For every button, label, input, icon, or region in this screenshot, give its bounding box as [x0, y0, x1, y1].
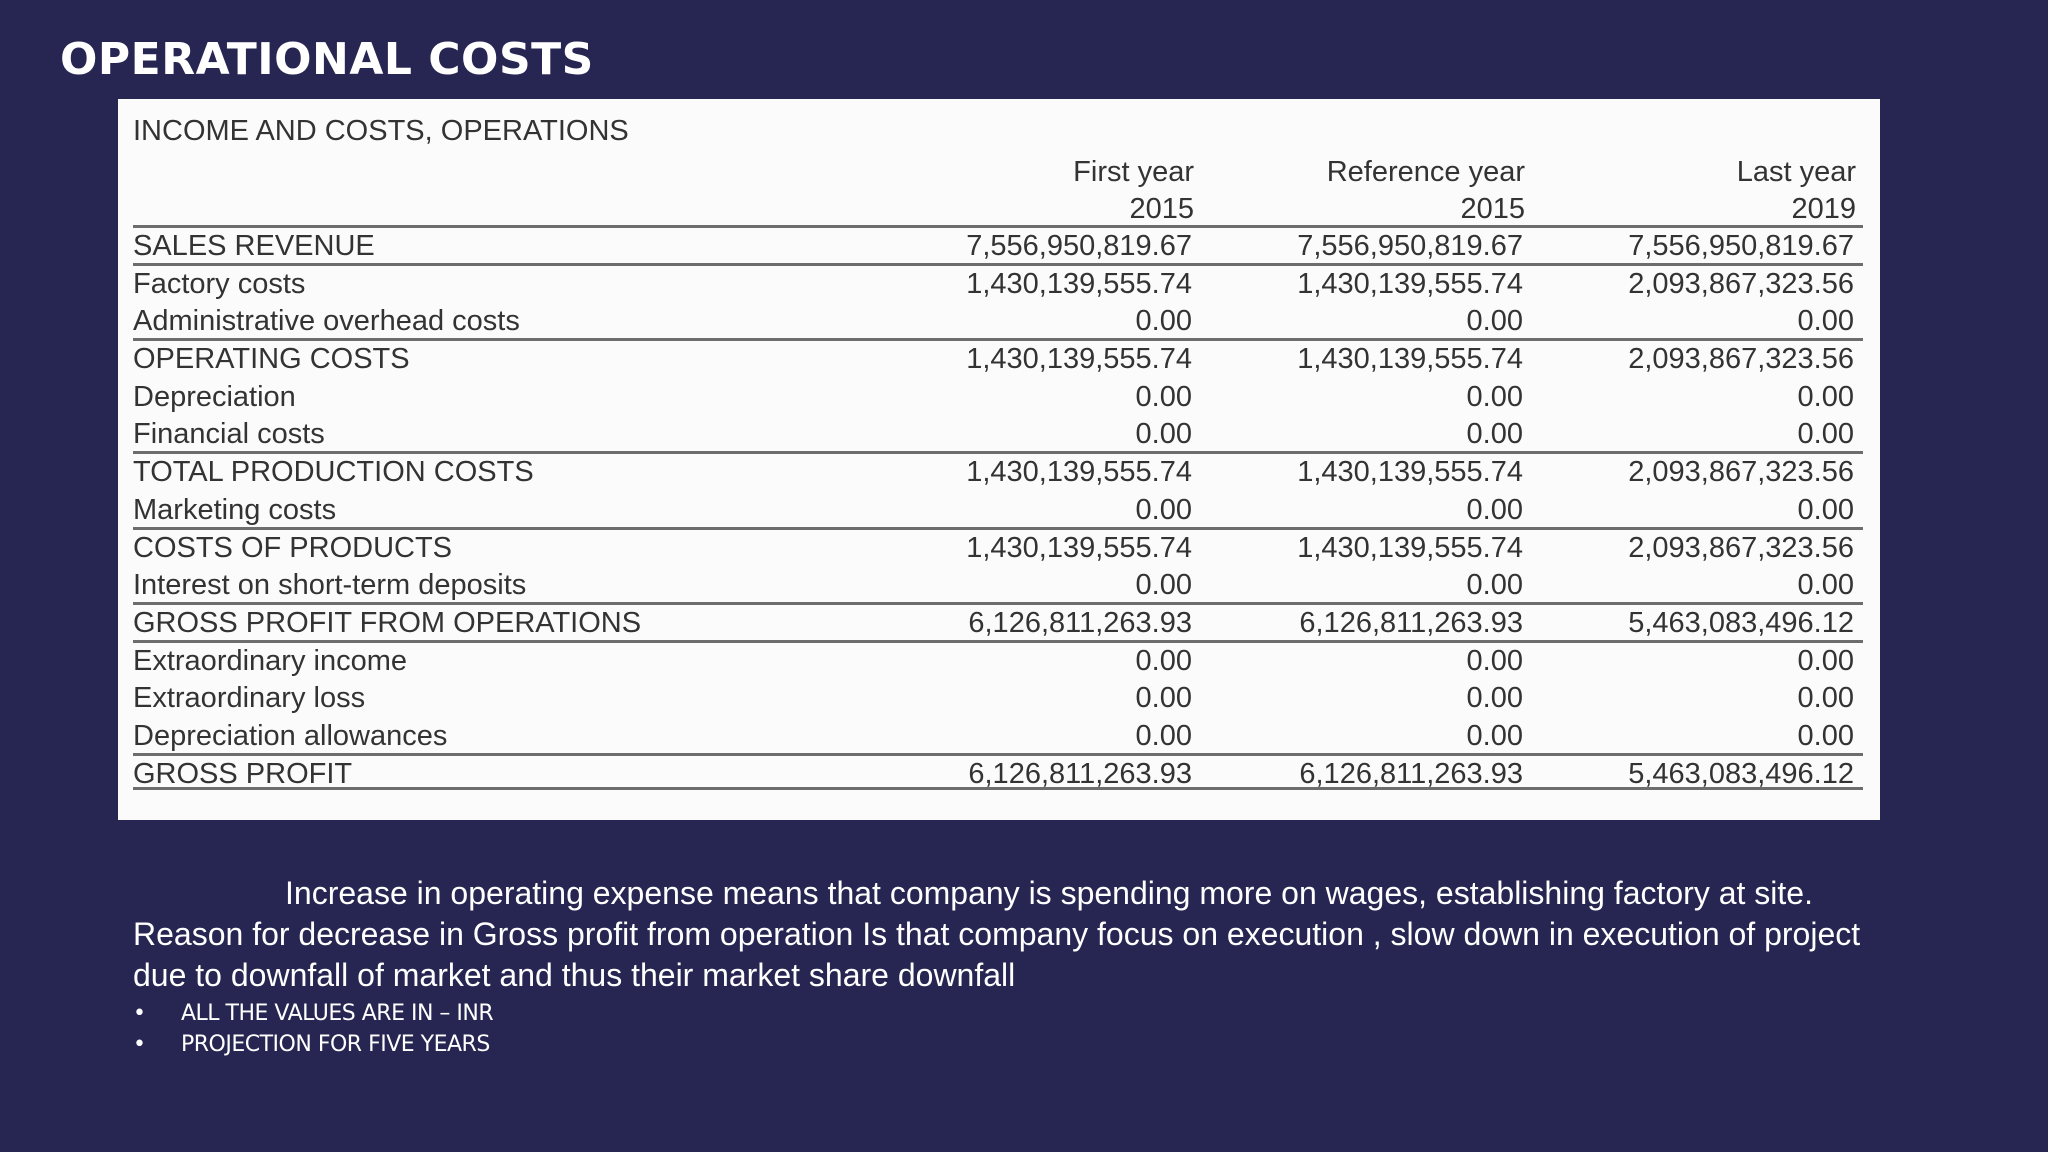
row-value-first-year: 1,430,139,555.74	[966, 531, 1192, 564]
table-row	[133, 753, 1863, 791]
column-label: Reference year	[1326, 156, 1525, 188]
row-value-first-year: 0.00	[1135, 569, 1192, 602]
row-value-reference-year: 0.00	[1466, 719, 1523, 752]
table-row	[133, 376, 1863, 414]
row-value-reference-year: 6,126,811,263.93	[1299, 757, 1523, 790]
row-label: Extraordinary income	[133, 644, 407, 677]
row-label: Marketing costs	[133, 493, 337, 526]
table-heading: INCOME AND COSTS, OPERATIONS	[133, 115, 629, 147]
column-label: Last year	[1736, 156, 1856, 188]
list-item	[133, 998, 493, 1029]
bullet-icon: •	[133, 1001, 146, 1026]
table-row	[133, 602, 1863, 640]
row-label: GROSS PROFIT FROM OPERATIONS	[133, 606, 642, 639]
bullet-icon: •	[133, 1032, 146, 1057]
row-value-reference-year: 0.00	[1466, 682, 1523, 715]
row-value-first-year: 1,430,139,555.74	[966, 343, 1192, 376]
row-value-reference-year: 0.00	[1466, 569, 1523, 602]
table-row	[133, 338, 1863, 376]
row-value-reference-year: 1,430,139,555.74	[1297, 456, 1523, 489]
row-value-last-year: 2,093,867,323.56	[1628, 343, 1854, 376]
table-row	[133, 489, 1863, 527]
row-value-last-year: 0.00	[1797, 644, 1854, 677]
row-label: Interest on short-term deposits	[133, 569, 527, 602]
table-row	[133, 640, 1863, 678]
column-header-last-year	[1737, 154, 1856, 228]
row-value-first-year: 0.00	[1135, 644, 1192, 677]
row-label: OPERATING COSTS	[133, 343, 410, 376]
row-value-last-year: 2,093,867,323.56	[1628, 456, 1854, 489]
table-body	[133, 225, 1863, 790]
row-value-first-year: 0.00	[1135, 493, 1192, 526]
table-row	[133, 225, 1863, 263]
row-value-reference-year: 1,430,139,555.74	[1297, 343, 1523, 376]
row-value-first-year: 6,126,811,263.93	[968, 606, 1192, 639]
table-row	[133, 263, 1863, 301]
column-year: 2019	[1791, 193, 1856, 225]
bullet-text: ALL THE VALUES ARE IN – INR	[181, 1001, 494, 1026]
row-value-last-year: 7,556,950,819.67	[1628, 230, 1854, 262]
row-label: Extraordinary loss	[133, 682, 366, 715]
row-value-reference-year: 7,556,950,819.67	[1297, 230, 1523, 262]
row-value-last-year: 0.00	[1797, 493, 1854, 526]
row-value-last-year: 0.00	[1797, 719, 1854, 752]
column-label: First year	[1073, 156, 1194, 188]
row-value-reference-year: 6,126,811,263.93	[1299, 606, 1523, 639]
row-value-last-year: 0.00	[1797, 569, 1854, 602]
row-value-reference-year: 0.00	[1466, 305, 1523, 338]
row-value-last-year: 0.00	[1797, 380, 1854, 413]
row-value-last-year: 5,463,083,496.12	[1628, 757, 1854, 790]
row-value-last-year: 2,093,867,323.56	[1628, 531, 1854, 564]
income-costs-table	[118, 99, 1880, 820]
row-value-first-year: 0.00	[1135, 380, 1192, 413]
row-value-last-year: 2,093,867,323.56	[1628, 267, 1854, 300]
column-year: 2015	[1460, 193, 1525, 225]
row-value-last-year: 5,463,083,496.12	[1628, 606, 1854, 639]
table-row	[133, 451, 1863, 489]
row-label: GROSS PROFIT	[133, 757, 353, 790]
row-value-first-year: 7,556,950,819.67	[966, 230, 1192, 262]
row-value-first-year: 0.00	[1135, 682, 1192, 715]
row-value-reference-year: 0.00	[1466, 418, 1523, 451]
row-label: COSTS OF PRODUCTS	[133, 531, 453, 564]
row-value-first-year: 0.00	[1135, 418, 1192, 451]
table-row	[133, 715, 1863, 753]
bullet-text: PROJECTION FOR FIVE YEARS	[181, 1032, 490, 1057]
row-label: Administrative overhead costs	[133, 305, 520, 338]
column-year: 2015	[1129, 193, 1194, 225]
row-label: SALES REVENUE	[133, 230, 375, 262]
row-value-first-year: 1,430,139,555.74	[966, 267, 1192, 300]
list-item	[133, 1029, 493, 1060]
row-label: Factory costs	[133, 267, 306, 300]
column-header-first-year	[1073, 154, 1194, 228]
row-label: Depreciation allowances	[133, 719, 448, 752]
row-value-reference-year: 0.00	[1466, 493, 1523, 526]
row-label: TOTAL PRODUCTION COSTS	[133, 456, 534, 489]
row-value-last-year: 0.00	[1797, 418, 1854, 451]
row-label: Financial costs	[133, 418, 325, 451]
row-value-reference-year: 0.00	[1466, 644, 1523, 677]
row-value-reference-year: 0.00	[1466, 380, 1523, 413]
explanation-paragraph: Increase in operating expense means that company is spending more on wages, establishing factory at site. Reason for decrease in Gross profit from operation Is that company focus on execution , slow down in execution of project due to downfall of market and thus their market share downfall	[133, 875, 1861, 993]
row-value-first-year: 6,126,811,263.93	[968, 757, 1192, 790]
table-row	[133, 413, 1863, 451]
row-value-reference-year: 1,430,139,555.74	[1297, 531, 1523, 564]
row-value-reference-year: 1,430,139,555.74	[1297, 267, 1523, 300]
row-label: Depreciation	[133, 380, 296, 413]
table-row	[133, 677, 1863, 715]
row-value-first-year: 1,430,139,555.74	[966, 456, 1192, 489]
slide-title: OPERATIONAL COSTS	[60, 34, 594, 85]
row-value-last-year: 0.00	[1797, 682, 1854, 715]
column-header-reference-year	[1327, 154, 1525, 228]
row-value-first-year: 0.00	[1135, 305, 1192, 338]
row-value-first-year: 0.00	[1135, 719, 1192, 752]
table-row	[133, 300, 1863, 338]
table-row	[133, 527, 1863, 565]
row-value-last-year: 0.00	[1797, 305, 1854, 338]
notes-list	[133, 998, 493, 1060]
table-row	[133, 564, 1863, 602]
